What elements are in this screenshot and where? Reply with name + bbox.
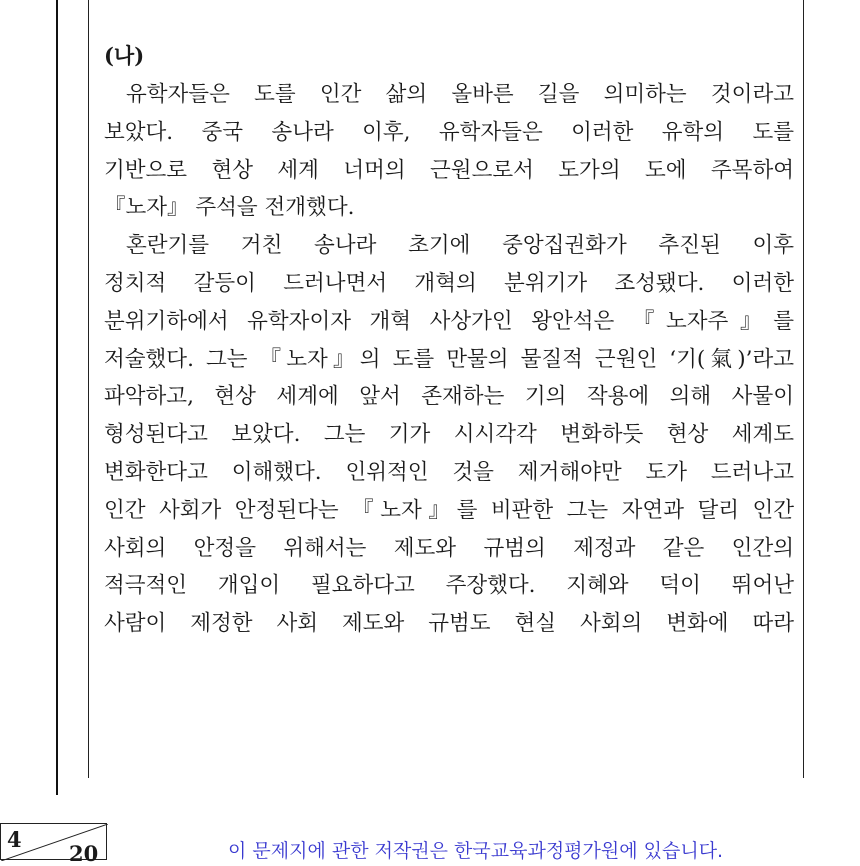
page-number-box: [0, 823, 107, 866]
passage-box-right-border: [803, 0, 804, 778]
passage-line: 기반으로 현상 세계 너머의 근원으로서 도가의 도에 주목하여: [104, 157, 794, 183]
passage-line: 적극적인 개입이 필요하다고 주장했다. 지혜와 덕이 뛰어난: [104, 573, 794, 599]
passage-line: 저술했다. 그는 『노자』의 도를 만물의 물질적 근원인 ‘기(氣)’라고: [104, 346, 794, 372]
passage-line: 인간 사회가 안정된다는 『노자』를 비판한 그는 자연과 달리 인간: [104, 497, 794, 523]
column-divider-line: [56, 0, 58, 795]
passage-line: 파악하고, 현상 세계에 앞서 존재하는 기의 작용에 의해 사물이: [104, 384, 794, 410]
passage-line: 사람이 제정한 사회 제도와 규범도 현실 사회의 변화에 따라: [104, 611, 794, 637]
passage-block: [104, 42, 794, 643]
copyright-notice: 이 문제지에 관한 저작권은 한국교육과정평가원에 있습니다.: [228, 840, 724, 862]
passage-box-left-border: [88, 0, 89, 778]
total-page-count: 20: [69, 841, 99, 866]
passage-line: 정치적 갈등이 드러나면서 개혁의 분위기가 조성됐다. 이러한: [104, 270, 794, 296]
passage-line: 사회의 안정을 위해서는 제도와 규범의 제정과 같은 인간의: [104, 535, 794, 561]
current-page-number: 4: [7, 827, 22, 852]
passage-line: 『노자』 주석을 전개했다.: [104, 195, 355, 221]
passage-line: 형성된다고 보았다. 그는 기가 시시각각 변화하듯 현상 세계도: [104, 422, 794, 448]
passage-line: 분위기하에서 유학자이자 개혁 사상가인 왕안석은 『노자주』를: [104, 308, 794, 334]
passage-line: 보았다. 중국 송나라 이후, 유학자들은 이러한 유학의 도를: [104, 119, 794, 145]
passage-line: 혼란기를 거친 송나라 초기에 중앙집권화가 추진된 이후: [126, 233, 794, 259]
passage-label: (나): [104, 43, 145, 68]
passage-line: 유학자들은 도를 인간 삶의 올바른 길을 의미하는 것이라고: [126, 82, 794, 107]
passage-line: 변화한다고 이해했다. 인위적인 것을 제거해야만 도가 드러나고: [104, 459, 794, 485]
